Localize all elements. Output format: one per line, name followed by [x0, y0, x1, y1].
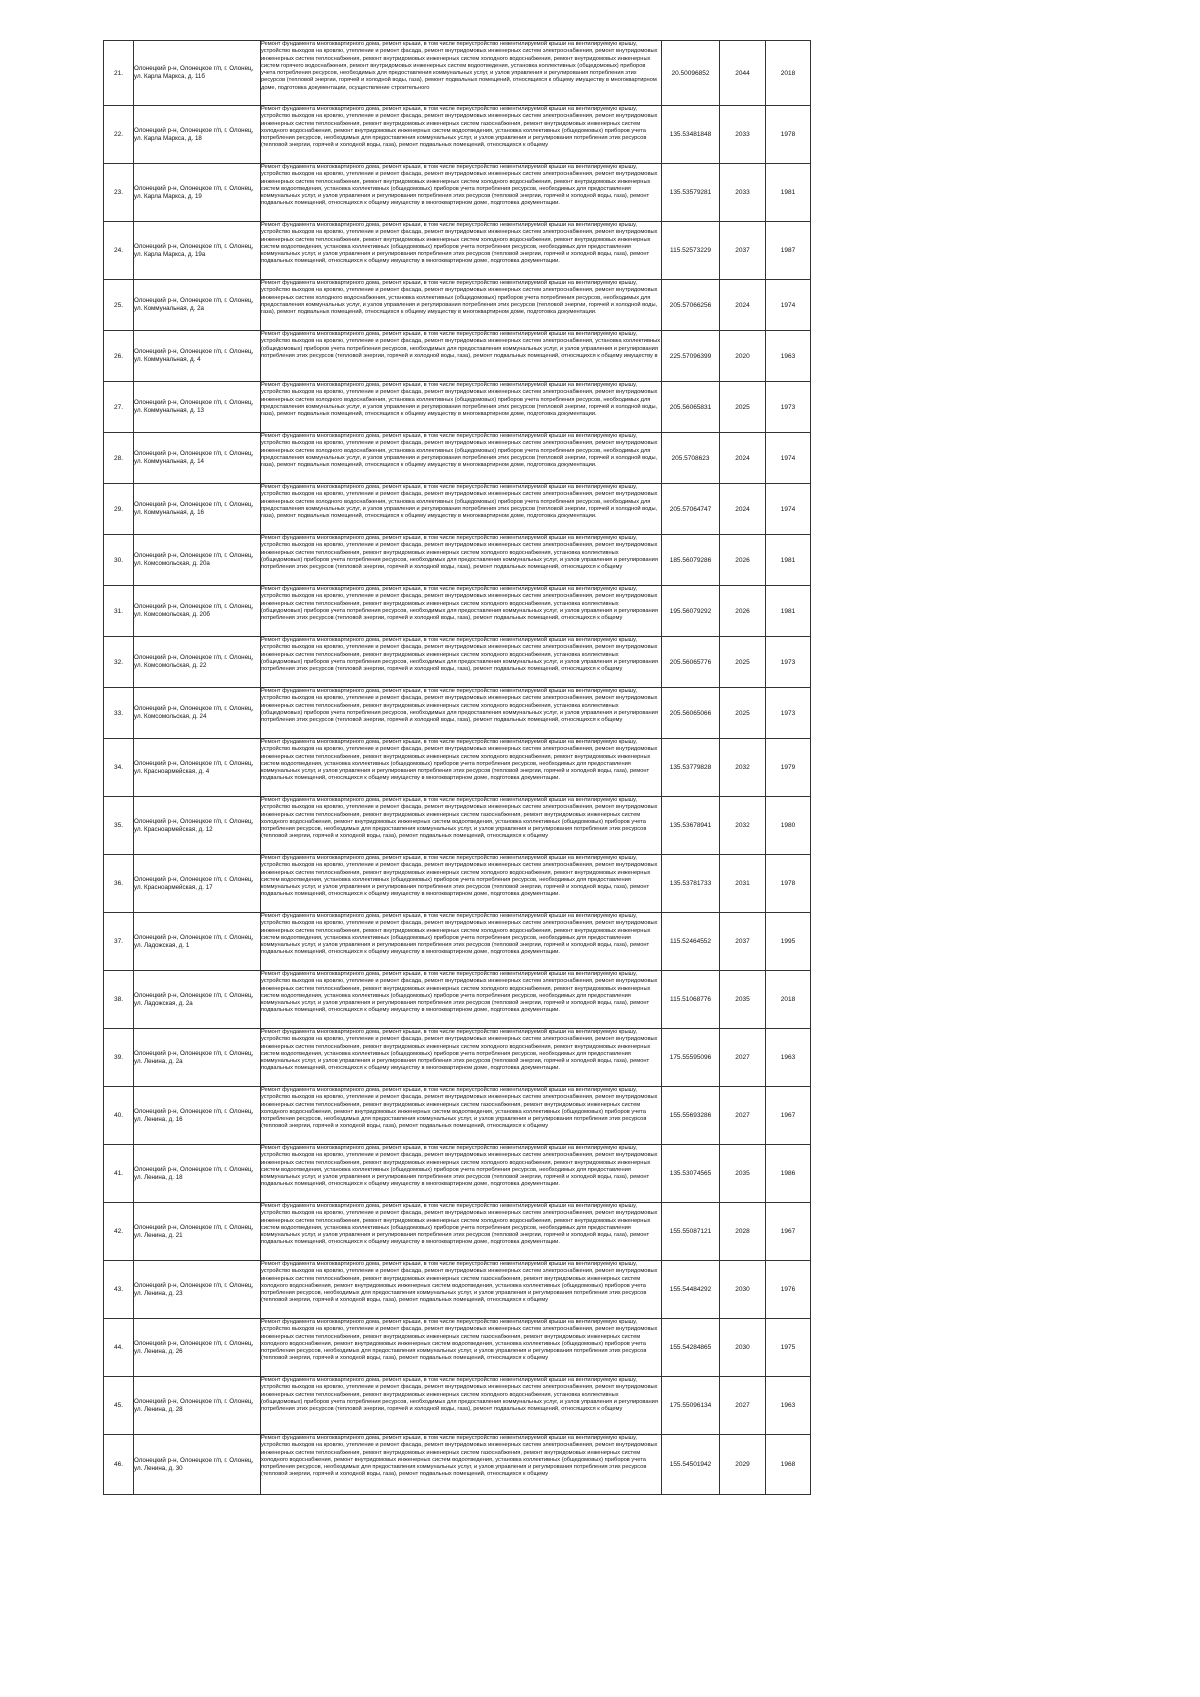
row-address: Олонецкий р-н, Олонецкое г/п, г. Олонец, ул. Ленина, д. 21 — [134, 1203, 261, 1261]
row-number: 39. — [104, 1029, 134, 1087]
row-cost: 185.56079286 — [662, 535, 720, 586]
table-row — [104, 106, 811, 164]
row-address: Олонецкий р-н, Олонецкое г/п, г. Олонец, ул. Коммунальная, д. 16 — [134, 484, 261, 535]
row-year-built: 1974 — [766, 484, 811, 535]
row-number: 41. — [104, 1145, 134, 1203]
row-cost: 135.53481848 — [662, 106, 720, 164]
table-row — [104, 1319, 811, 1377]
row-works: Ремонт фундамента многоквартирного дома, ремонт крыши, в том числе переустройство невентилируемой крыши на вентилируемую крышу, устройство выходов на кровлю, утепление и ремонт фасада, ремонт внутридомовых инженерных систем электроснабжения, ремонт внутридомовых инженерных систем теплоснабжения, ремонт внутридомовых инженерных систем холодного водоснабжения, ремонт внутридомовых инженерных систем водоотведения, установка коллективных (общедомовых) приборов учета потребления ресурсов, необходимых для предоставления коммунальных услуг, и узлов управления и регулирования потребления этих ресурсов (тепловой энергии, горячей и холодной воды, газа), ремонт подвальных помещений, относящихся к общему имуществу в многоквартирном доме, подготовка документации. — [261, 1029, 662, 1087]
row-number: 44. — [104, 1319, 134, 1377]
table-row — [104, 1377, 811, 1435]
table-row — [104, 535, 811, 586]
row-cost: 135.53779828 — [662, 739, 720, 797]
row-address: Олонецкий р-н, Олонецкое г/п, г. Олонец, ул. Красноармейская, д. 12 — [134, 797, 261, 855]
table-row — [104, 1261, 811, 1319]
row-works: Ремонт фундамента многоквартирного дома, ремонт крыши, в том числе переустройство невентилируемой крыши на вентилируемую крышу, устройство выходов на кровлю, утепление и ремонт фасада, ремонт внутридомовых инженерных систем электроснабжения, ремонт внутридомовых инженерных систем теплоснабжения, ремонт внутридомовых инженерных систем холодного водоснабжения, ремонт внутридомовых инженерных систем водоотведения, установка коллективных (общедомовых) приборов учета потребления ресурсов, необходимых для предоставления коммунальных услуг, и узлов управления и регулирования потребления этих ресурсов (тепловой энергии, горячей и холодной воды, газа), ремонт подвальных помещений, относящихся к общему имуществу в многоквартирном доме, подготовка документации. — [261, 164, 662, 222]
row-planned-year: 2027 — [720, 1377, 766, 1435]
row-address: Олонецкий р-н, Олонецкое г/п, г. Олонец, ул. Комсомольская, д. 22 — [134, 637, 261, 688]
row-works: Ремонт фундамента многоквартирного дома, ремонт крыши, в том числе переустройство невентилируемой крыши на вентилируемую крышу, устройство выходов на кровлю, утепление и ремонт фасада, ремонт внутридомовых инженерных систем электроснабжения, ремонт внутридомовых инженерных систем теплоснабжения, ремонт внутридомовых инженерных систем холодного водоснабжения, ремонт внутридомовых инженерных систем водоотведения, установка коллективных (общедомовых) приборов учета потребления ресурсов, необходимых для предоставления коммунальных услуг, и узлов управления и регулирования потребления этих ресурсов (тепловой энергии, горячей и холодной воды, газа), ремонт подвальных помещений, относящихся к общему имуществу в многоквартирном доме, подготовка документации. — [261, 739, 662, 797]
row-works: Ремонт фундамента многоквартирного дома, ремонт крыши, в том числе переустройство невентилируемой крыши на вентилируемую крышу, устройство выходов на кровлю, утепление и ремонт фасада, ремонт внутридомовых инженерных систем электроснабжения, ремонт внутридомовых инженерных систем теплоснабжения, ремонт внутридомовых инженерных систем газоснабжения, ремонт внутридомовых инженерных систем холодного водоснабжения, ремонт внутридомовых инженерных систем водоотведения, установка коллективных (общедомовых) приборов учета потребления ресурсов, необходимых для предоставления коммунальных услуг, и узлов управления и регулирования потребления этих ресурсов (тепловой энергии, горячей и холодной воды, газа), ремонт подвальных помещений, относящихся к общему — [261, 1261, 662, 1319]
row-planned-year: 2032 — [720, 739, 766, 797]
row-planned-year: 2024 — [720, 484, 766, 535]
row-address: Олонецкий р-н, Олонецкое г/п, г. Олонец, ул. Ленина, д. 18 — [134, 1145, 261, 1203]
table-row — [104, 688, 811, 739]
row-address: Олонецкий р-н, Олонецкое г/п, г. Олонец, ул. Карла Маркса, д. 19 — [134, 164, 261, 222]
row-address: Олонецкий р-н, Олонецкое г/п, г. Олонец, ул. Карла Маркса, д. 18 — [134, 106, 261, 164]
row-works: Ремонт фундамента многоквартирного дома, ремонт крыши, в том числе переустройство невентилируемой крыши на вентилируемую крышу, устройство выходов на кровлю, утепление и ремонт фасада, ремонт внутридомовых инженерных систем электроснабжения, установка коллективных (общедомовых) приборов учета потребления ресурсов, необходимых для предоставления коммунальных услуг, и узлов управления и регулирования потребления этих ресурсов (тепловой энергии, горячей и холодной воды, газа), ремонт подвальных помещений, относящихся к общему имуществу в — [261, 331, 662, 382]
row-number: 34. — [104, 739, 134, 797]
row-cost: 205.56065831 — [662, 382, 720, 433]
row-number: 21. — [104, 41, 134, 106]
row-year-built: 1976 — [766, 1261, 811, 1319]
row-cost: 20.50096852 — [662, 41, 720, 106]
row-cost: 205.5708623 — [662, 433, 720, 484]
row-address: Олонецкий р-н, Олонецкое г/п, г. Олонец, ул. Коммунальная, д. 14 — [134, 433, 261, 484]
row-year-built: 1981 — [766, 535, 811, 586]
row-planned-year: 2027 — [720, 1029, 766, 1087]
row-planned-year: 2024 — [720, 280, 766, 331]
row-planned-year: 2033 — [720, 106, 766, 164]
row-year-built: 1975 — [766, 1319, 811, 1377]
repair-program-table — [103, 40, 811, 1495]
row-address: Олонецкий р-н, Олонецкое г/п, г. Олонец, ул. Коммунальная, д. 13 — [134, 382, 261, 433]
row-cost: 205.56065776 — [662, 637, 720, 688]
table-row — [104, 913, 811, 971]
row-address: Олонецкий р-н, Олонецкое г/п, г. Олонец, ул. Ленина, д. 16 — [134, 1087, 261, 1145]
row-works: Ремонт фундамента многоквартирного дома, ремонт крыши, в том числе переустройство невентилируемой крыши на вентилируемую крышу, устройство выходов на кровлю, утепление и ремонт фасада, ремонт внутридомовых инженерных систем электроснабжения, ремонт внутридомовых инженерных систем теплоснабжения, ремонт внутридомовых инженерных систем газоснабжения, ремонт внутридомовых инженерных систем холодного водоснабжения, ремонт внутридомовых инженерных систем водоотведения, установка коллективных (общедомовых) приборов учета потребления ресурсов, необходимых для предоставления коммунальных услуг, и узлов управления и регулирования потребления этих ресурсов (тепловой энергии, горячей и холодной воды, газа), ремонт подвальных помещений, относящихся к общему — [261, 797, 662, 855]
row-cost: 155.55087121 — [662, 1203, 720, 1261]
row-number: 33. — [104, 688, 134, 739]
table-row — [104, 41, 811, 106]
row-planned-year: 2030 — [720, 1319, 766, 1377]
row-cost: 115.52573229 — [662, 222, 720, 280]
row-planned-year: 2037 — [720, 913, 766, 971]
row-number: 31. — [104, 586, 134, 637]
row-number: 36. — [104, 855, 134, 913]
row-number: 25. — [104, 280, 134, 331]
row-cost: 175.55096134 — [662, 1377, 720, 1435]
row-planned-year: 2035 — [720, 971, 766, 1029]
row-year-built: 1987 — [766, 222, 811, 280]
row-works: Ремонт фундамента многоквартирного дома, ремонт крыши, в том числе переустройство невентилируемой крыши на вентилируемую крышу, устройство выходов на кровлю, утепление и ремонт фасада, ремонт внутридомовых инженерных систем электроснабжения, ремонт внутридомовых инженерных систем теплоснабжения, ремонт внутридомовых инженерных систем холодного водоснабжения, ремонт внутридомовых инженерных систем водоотведения, установка коллективных (общедомовых) приборов учета потребления ресурсов, необходимых для предоставления коммунальных услуг, и узлов управления и регулирования потребления этих ресурсов (тепловой энергии, горячей и холодной воды, газа), ремонт подвальных помещений, относящихся к общему имуществу в многоквартирном доме, подготовка документации. — [261, 222, 662, 280]
row-planned-year: 2033 — [720, 164, 766, 222]
table-row — [104, 1087, 811, 1145]
row-works: Ремонт фундамента многоквартирного дома, ремонт крыши, в том числе переустройство невентилируемой крыши на вентилируемую крышу, устройство выходов на кровлю, утепление и ремонт фасада, ремонт внутридомовых инженерных систем электроснабжения, ремонт внутридомовых инженерных систем теплоснабжения, ремонт внутридомовых инженерных систем газоснабжения, ремонт внутридомовых инженерных систем холодного водоснабжения, ремонт внутридомовых инженерных систем водоотведения, установка коллективных (общедомовых) приборов учета потребления ресурсов, необходимых для предоставления коммунальных услуг, и узлов управления и регулирования потребления этих ресурсов (тепловой энергии, горячей и холодной воды, газа), ремонт подвальных помещений, относящихся к общему — [261, 106, 662, 164]
row-address: Олонецкий р-н, Олонецкое г/п, г. Олонец, ул. Ленина, д. 23 — [134, 1261, 261, 1319]
row-year-built: 1980 — [766, 797, 811, 855]
row-planned-year: 2032 — [720, 797, 766, 855]
row-address: Олонецкий р-н, Олонецкое г/п, г. Олонец, ул. Красноармейская, д. 4 — [134, 739, 261, 797]
table-row — [104, 484, 811, 535]
table-row — [104, 855, 811, 913]
row-year-built: 1995 — [766, 913, 811, 971]
row-number: 43. — [104, 1261, 134, 1319]
row-number: 23. — [104, 164, 134, 222]
row-year-built: 1978 — [766, 106, 811, 164]
row-number: 27. — [104, 382, 134, 433]
row-cost: 155.54501942 — [662, 1435, 720, 1495]
row-planned-year: 2027 — [720, 1087, 766, 1145]
row-works: Ремонт фундамента многоквартирного дома, ремонт крыши, в том числе переустройство невентилируемой крыши на вентилируемую крышу, устройство выходов на кровлю, утепление и ремонт фасада, ремонт внутридомовых инженерных систем электроснабжения, ремонт внутридомовых инженерных систем теплоснабжения, ремонт внутридомовых инженерных систем холодного водоснабжения, установка коллективных (общедомовых) приборов учета потребления ресурсов, необходимых для предоставления коммунальных услуг, и узлов управления и регулирования потребления этих ресурсов (тепловой энергии, горячей и холодной воды, газа), ремонт подвальных помещений, относящихся к общему — [261, 637, 662, 688]
row-number: 26. — [104, 331, 134, 382]
row-year-built: 1974 — [766, 433, 811, 484]
row-year-built: 1963 — [766, 331, 811, 382]
row-address: Олонецкий р-н, Олонецкое г/п, г. Олонец, ул. Комсомольская, д. 20а — [134, 535, 261, 586]
row-works: Ремонт фундамента многоквартирного дома, ремонт крыши, в том числе переустройство невентилируемой крыши на вентилируемую крышу, устройство выходов на кровлю, утепление и ремонт фасада, ремонт внутридомовых инженерных систем электроснабжения, ремонт внутридомовых инженерных систем теплоснабжения, ремонт внутридомовых инженерных систем холодного водоснабжения, установка коллективных (общедомовых) приборов учета потребления ресурсов, необходимых для предоставления коммунальных услуг, и узлов управления и регулирования потребления этих ресурсов (тепловой энергии, горячей и холодной воды, газа), ремонт подвальных помещений, относящихся к общему — [261, 688, 662, 739]
row-number: 24. — [104, 222, 134, 280]
row-year-built: 2018 — [766, 41, 811, 106]
row-works: Ремонт фундамента многоквартирного дома, ремонт крыши, в том числе переустройство невентилируемой крыши на вентилируемую крышу, устройство выходов на кровлю, утепление и ремонт фасада, ремонт внутридомовых инженерных систем электроснабжения, ремонт внутридомовых инженерных систем теплоснабжения, ремонт внутридомовых инженерных систем холодного водоснабжения, ремонт внутридомовых инженерных систем водоотведения, установка коллективных (общедомовых) приборов учета потребления ресурсов, необходимых для предоставления коммунальных услуг, и узлов управления и регулирования потребления этих ресурсов (тепловой энергии, горячей и холодной воды, газа), ремонт подвальных помещений, относящихся к общему имуществу в многоквартирном доме, подготовка документации. — [261, 913, 662, 971]
row-year-built: 1974 — [766, 280, 811, 331]
table-row — [104, 164, 811, 222]
row-address: Олонецкий р-н, Олонецкое г/п, г. Олонец, ул. Ленина, д. 26 — [134, 1319, 261, 1377]
row-year-built: 1963 — [766, 1377, 811, 1435]
table-row — [104, 1435, 811, 1495]
row-year-built: 1968 — [766, 1435, 811, 1495]
table-row — [104, 222, 811, 280]
row-address: Олонецкий р-н, Олонецкое г/п, г. Олонец, ул. Комсомольская, д. 20б — [134, 586, 261, 637]
row-planned-year: 2020 — [720, 331, 766, 382]
row-planned-year: 2025 — [720, 382, 766, 433]
row-works: Ремонт фундамента многоквартирного дома, ремонт крыши, в том числе переустройство невентилируемой крыши на вентилируемую крышу, устройство выходов на кровлю, утепление и ремонт фасада, ремонт внутридомовых инженерных систем электроснабжения, ремонт внутридомовых инженерных систем теплоснабжения, ремонт внутридомовых инженерных систем холодного водоснабжения, ремонт внутридомовых инженерных систем водоотведения, установка коллективных (общедомовых) приборов учета потребления ресурсов, необходимых для предоставления коммунальных услуг, и узлов управления и регулирования потребления этих ресурсов (тепловой энергии, горячей и холодной воды, газа), ремонт подвальных помещений, относящихся к общему имуществу в многоквартирном доме, подготовка документации. — [261, 971, 662, 1029]
row-year-built: 1981 — [766, 164, 811, 222]
row-year-built: 1973 — [766, 382, 811, 433]
row-year-built: 1986 — [766, 1145, 811, 1203]
row-address: Олонецкий р-н, Олонецкое г/п, г. Олонец, ул. Ленина, д. 30 — [134, 1435, 261, 1495]
row-cost: 205.57066256 — [662, 280, 720, 331]
row-address: Олонецкий р-н, Олонецкое г/п, г. Олонец, ул. Ладожская, д. 2а — [134, 971, 261, 1029]
row-planned-year: 2025 — [720, 637, 766, 688]
row-number: 38. — [104, 971, 134, 1029]
row-number: 22. — [104, 106, 134, 164]
table-row — [104, 797, 811, 855]
row-works: Ремонт фундамента многоквартирного дома, ремонт крыши, в том числе переустройство невентилируемой крыши на вентилируемую крышу, устройство выходов на кровлю, утепление и ремонт фасада, ремонт внутридомовых инженерных систем электроснабжения, ремонт внутридомовых инженерных систем холодного водоснабжения, установка коллективных (общедомовых) приборов учета потребления ресурсов, необходимых для предоставления коммунальных услуг, и узлов управления и регулирования потребления этих ресурсов (тепловой энергии, горячей и холодной воды, газа), ремонт подвальных помещений, относящихся к общему имуществу в многоквартирном доме, подготовка документации. — [261, 280, 662, 331]
row-planned-year: 2029 — [720, 1435, 766, 1495]
table-row — [104, 433, 811, 484]
row-cost: 135.53579281 — [662, 164, 720, 222]
row-address: Олонецкий р-н, Олонецкое г/п, г. Олонец, ул. Карла Маркса, д. 11б — [134, 41, 261, 106]
row-works: Ремонт фундамента многоквартирного дома, ремонт крыши, в том числе переустройство невентилируемой крыши на вентилируемую крышу, устройство выходов на кровлю, утепление и ремонт фасада, ремонт внутридомовых инженерных систем электроснабжения, ремонт внутридомовых инженерных систем теплоснабжения, ремонт внутридомовых инженерных систем холодного водоснабжения, установка коллективных (общедомовых) приборов учета потребления ресурсов, необходимых для предоставления коммунальных услуг, и узлов управления и регулирования потребления этих ресурсов (тепловой энергии, горячей и холодной воды, газа), ремонт подвальных помещений, относящихся к общему — [261, 1377, 662, 1435]
row-address: Олонецкий р-н, Олонецкое г/п, г. Олонец, ул. Коммунальная, д. 4 — [134, 331, 261, 382]
row-planned-year: 2037 — [720, 222, 766, 280]
table-row — [104, 1203, 811, 1261]
row-planned-year: 2024 — [720, 433, 766, 484]
row-year-built: 1973 — [766, 637, 811, 688]
row-address: Олонецкий р-н, Олонецкое г/п, г. Олонец, ул. Карла Маркса, д. 19а — [134, 222, 261, 280]
row-cost: 205.57064747 — [662, 484, 720, 535]
row-planned-year: 2028 — [720, 1203, 766, 1261]
row-cost: 135.53781733 — [662, 855, 720, 913]
table-row — [104, 637, 811, 688]
row-year-built: 1967 — [766, 1087, 811, 1145]
row-number: 46. — [104, 1435, 134, 1495]
row-cost: 135.53074565 — [662, 1145, 720, 1203]
table-row — [104, 586, 811, 637]
row-cost: 175.55595096 — [662, 1029, 720, 1087]
row-works: Ремонт фундамента многоквартирного дома, ремонт крыши, в том числе переустройство невентилируемой крыши на вентилируемую крышу, устройство выходов на кровлю, утепление и ремонт фасада, ремонт внутридомовых инженерных систем электроснабжения, ремонт внутридомовых инженерных систем теплоснабжения, ремонт внутридомовых инженерных систем холодного водоснабжения, ремонт внутридомовых инженерных систем водоотведения, установка коллективных (общедомовых) приборов учета потребления ресурсов, необходимых для предоставления коммунальных услуг, и узлов управления и регулирования потребления этих ресурсов (тепловой энергии, горячей и холодной воды, газа), ремонт подвальных помещений, относящихся к общему имуществу в многоквартирном доме, подготовка документации. — [261, 1145, 662, 1203]
row-works: Ремонт фундамента многоквартирного дома, ремонт крыши, в том числе переустройство невентилируемой крыши на вентилируемую крышу, устройство выходов на кровлю, утепление и ремонт фасада, ремонт внутридомовых инженерных систем электроснабжения, ремонт внутридомовых инженерных систем холодного водоснабжения, установка коллективных (общедомовых) приборов учета потребления ресурсов, необходимых для предоставления коммунальных услуг, и узлов управления и регулирования потребления этих ресурсов (тепловой энергии, горячей и холодной воды, газа), ремонт подвальных помещений, относящихся к общему имуществу в многоквартирном доме, подготовка документации. — [261, 484, 662, 535]
row-year-built: 1963 — [766, 1029, 811, 1087]
row-works: Ремонт фундамента многоквартирного дома, ремонт крыши, в том числе переустройство невентилируемой крыши на вентилируемую крышу, устройство выходов на кровлю, утепление и ремонт фасада, ремонт внутридомовых инженерных систем электроснабжения, ремонт внутридомовых инженерных систем теплоснабжения, ремонт внутридомовых инженерных систем газоснабжения, ремонт внутридомовых инженерных систем холодного водоснабжения, ремонт внутридомовых инженерных систем водоотведения, установка коллективных (общедомовых) приборов учета потребления ресурсов, необходимых для предоставления коммунальных услуг, и узлов управления и регулирования потребления этих ресурсов (тепловой энергии, горячей и холодной воды, газа), ремонт подвальных помещений, относящихся к общему — [261, 1435, 662, 1495]
row-planned-year: 2026 — [720, 535, 766, 586]
row-address: Олонецкий р-н, Олонецкое г/п, г. Олонец, ул. Ленина, д. 28 — [134, 1377, 261, 1435]
row-cost: 205.56065066 — [662, 688, 720, 739]
row-number: 30. — [104, 535, 134, 586]
row-works: Ремонт фундамента многоквартирного дома, ремонт крыши, в том числе переустройство невентилируемой крыши на вентилируемую крышу, устройство выходов на кровлю, утепление и ремонт фасада, ремонт внутридомовых инженерных систем электроснабжения, ремонт внутридомовых инженерных систем теплоснабжения, ремонт внутридомовых инженерных систем газоснабжения, ремонт внутридомовых инженерных систем холодного водоснабжения, ремонт внутридомовых инженерных систем водоотведения, установка коллективных (общедомовых) приборов учета потребления ресурсов, необходимых для предоставления коммунальных услуг, и узлов управления и регулирования потребления этих ресурсов (тепловой энергии, горячей и холодной воды, газа), ремонт подвальных помещений, относящихся к общему — [261, 1087, 662, 1145]
table-row — [104, 280, 811, 331]
row-planned-year: 2026 — [720, 586, 766, 637]
row-cost: 115.52464552 — [662, 913, 720, 971]
row-number: 42. — [104, 1203, 134, 1261]
row-address: Олонецкий р-н, Олонецкое г/п, г. Олонец, ул. Ладожская, д. 1 — [134, 913, 261, 971]
row-number: 45. — [104, 1377, 134, 1435]
row-number: 37. — [104, 913, 134, 971]
row-planned-year: 2035 — [720, 1145, 766, 1203]
table-row — [104, 331, 811, 382]
row-year-built: 1979 — [766, 739, 811, 797]
table-body — [104, 41, 811, 1495]
row-number: 32. — [104, 637, 134, 688]
row-cost: 155.55693286 — [662, 1087, 720, 1145]
table-row — [104, 971, 811, 1029]
row-cost: 155.54484292 — [662, 1261, 720, 1319]
row-works: Ремонт фундамента многоквартирного дома, ремонт крыши, в том числе переустройство невентилируемой крыши на вентилируемую крышу, устройство выходов на кровлю, утепление и ремонт фасада, ремонт внутридомовых инженерных систем электроснабжения, ремонт внутридомовых инженерных систем теплоснабжения, ремонт внутридомовых инженерных систем холодного водоснабжения, ремонт внутридомовых инженерных систем водоотведения, установка коллективных (общедомовых) приборов учета потребления ресурсов, необходимых для предоставления коммунальных услуг, и узлов управления и регулирования потребления этих ресурсов (тепловой энергии, горячей и холодной воды, газа), ремонт подвальных помещений, относящихся к общему имуществу в многоквартирном доме, подготовка документации. — [261, 1203, 662, 1261]
row-number: 29. — [104, 484, 134, 535]
row-works: Ремонт фундамента многоквартирного дома, ремонт крыши, в том числе переустройство невентилируемой крыши на вентилируемую крышу, устройство выходов на кровлю, утепление и ремонт фасада, ремонт внутридомовых инженерных систем электроснабжения, ремонт внутридомовых инженерных систем теплоснабжения, ремонт внутридомовых инженерных систем холодного водоснабжения, установка коллективных (общедомовых) приборов учета потребления ресурсов, необходимых для предоставления коммунальных услуг, и узлов управления и регулирования потребления этих ресурсов (тепловой энергии, горячей и холодной воды, газа), ремонт подвальных помещений, относящихся к общему — [261, 535, 662, 586]
row-number: 28. — [104, 433, 134, 484]
row-planned-year: 2044 — [720, 41, 766, 106]
row-year-built: 1973 — [766, 688, 811, 739]
row-works: Ремонт фундамента многоквартирного дома, ремонт крыши, в том числе переустройство невентилируемой крыши на вентилируемую крышу, устройство выходов на кровлю, утепление и ремонт фасада, ремонт внутридомовых инженерных систем электроснабжения, ремонт внутридомовых инженерных систем теплоснабжения, ремонт внутридомовых инженерных систем холодного водоснабжения, ремонт внутридомовых инженерных систем водоотведения, установка коллективных (общедомовых) приборов учета потребления ресурсов, необходимых для предоставления коммунальных услуг, и узлов управления и регулирования потребления этих ресурсов (тепловой энергии, горячей и холодной воды, газа), ремонт подвальных помещений, относящихся к общему имуществу в многоквартирном доме, подготовка документации. — [261, 855, 662, 913]
row-address: Олонецкий р-н, Олонецкое г/п, г. Олонец, ул. Комсомольская, д. 24 — [134, 688, 261, 739]
table-row — [104, 1029, 811, 1087]
row-works: Ремонт фундамента многоквартирного дома, ремонт крыши, в том числе переустройство невентилируемой крыши на вентилируемую крышу, устройство выходов на кровлю, утепление и ремонт фасада, ремонт внутридомовых инженерных систем электроснабжения, ремонт внутридомовых инженерных систем холодного водоснабжения, установка коллективных (общедомовых) приборов учета потребления ресурсов, необходимых для предоставления коммунальных услуг, и узлов управления и регулирования потребления этих ресурсов (тепловой энергии, горячей и холодной воды, газа), ремонт подвальных помещений, относящихся к общему имуществу в многоквартирном доме, подготовка документации. — [261, 433, 662, 484]
row-year-built: 1967 — [766, 1203, 811, 1261]
row-works: Ремонт фундамента многоквартирного дома, ремонт крыши, в том числе переустройство невентилируемой крыши на вентилируемую крышу, устройство выходов на кровлю, утепление и ремонт фасада, ремонт внутридомовых инженерных систем электроснабжения, ремонт внутридомовых инженерных систем теплоснабжения, ремонт внутридомовых инженерных систем холодного водоснабжения, ремонт внутридомовых инженерных систем горячего водоснабжения, ремонт внутридомовых инженерных систем водоотведения, установка коллективных (общедомовых) приборов учета потребления ресурсов, необходимых для предоставления коммунальных услуг, и узлов управления и регулирования потребления этих ресурсов (тепловой энергии, горячей и холодной воды, газа), ремонт подвальных помещений, относящихся к общему имуществу в многоквартирном доме, подготовка документации, осуществление строительного — [261, 41, 662, 106]
row-cost: 195.56079292 — [662, 586, 720, 637]
row-cost: 115.51068776 — [662, 971, 720, 1029]
row-cost: 225.57096399 — [662, 331, 720, 382]
row-planned-year: 2030 — [720, 1261, 766, 1319]
row-address: Олонецкий р-н, Олонецкое г/п, г. Олонец, ул. Коммунальная, д. 2а — [134, 280, 261, 331]
row-cost: 155.54284865 — [662, 1319, 720, 1377]
row-year-built: 1981 — [766, 586, 811, 637]
row-number: 40. — [104, 1087, 134, 1145]
row-works: Ремонт фундамента многоквартирного дома, ремонт крыши, в том числе переустройство невентилируемой крыши на вентилируемую крышу, устройство выходов на кровлю, утепление и ремонт фасада, ремонт внутридомовых инженерных систем электроснабжения, ремонт внутридомовых инженерных систем холодного водоснабжения, установка коллективных (общедомовых) приборов учета потребления ресурсов, необходимых для предоставления коммунальных услуг, и узлов управления и регулирования потребления этих ресурсов (тепловой энергии, горячей и холодной воды, газа), ремонт подвальных помещений, относящихся к общему имуществу в многоквартирном доме, подготовка документации. — [261, 382, 662, 433]
row-address: Олонецкий р-н, Олонецкое г/п, г. Олонец, ул. Красноармейская, д. 17 — [134, 855, 261, 913]
row-address: Олонецкий р-н, Олонецкое г/п, г. Олонец, ул. Ленина, д. 2а — [134, 1029, 261, 1087]
row-year-built: 1978 — [766, 855, 811, 913]
row-planned-year: 2031 — [720, 855, 766, 913]
row-works: Ремонт фундамента многоквартирного дома, ремонт крыши, в том числе переустройство невентилируемой крыши на вентилируемую крышу, устройство выходов на кровлю, утепление и ремонт фасада, ремонт внутридомовых инженерных систем электроснабжения, ремонт внутридомовых инженерных систем теплоснабжения, ремонт внутридомовых инженерных систем холодного водоснабжения, установка коллективных (общедомовых) приборов учета потребления ресурсов, необходимых для предоставления коммунальных услуг, и узлов управления и регулирования потребления этих ресурсов (тепловой энергии, горячей и холодной воды, газа), ремонт подвальных помещений, относящихся к общему — [261, 586, 662, 637]
table-row — [104, 382, 811, 433]
row-number: 35. — [104, 797, 134, 855]
table-row — [104, 739, 811, 797]
row-works: Ремонт фундамента многоквартирного дома, ремонт крыши, в том числе переустройство невентилируемой крыши на вентилируемую крышу, устройство выходов на кровлю, утепление и ремонт фасада, ремонт внутридомовых инженерных систем электроснабжения, ремонт внутридомовых инженерных систем теплоснабжения, ремонт внутридомовых инженерных систем газоснабжения, ремонт внутридомовых инженерных систем холодного водоснабжения, ремонт внутридомовых инженерных систем водоотведения, установка коллективных (общедомовых) приборов учета потребления ресурсов, необходимых для предоставления коммунальных услуг, и узлов управления и регулирования потребления этих ресурсов (тепловой энергии, горячей и холодной воды, газа), ремонт подвальных помещений, относящихся к общему — [261, 1319, 662, 1377]
row-cost: 135.53678941 — [662, 797, 720, 855]
row-year-built: 2018 — [766, 971, 811, 1029]
table-row — [104, 1145, 811, 1203]
row-planned-year: 2025 — [720, 688, 766, 739]
